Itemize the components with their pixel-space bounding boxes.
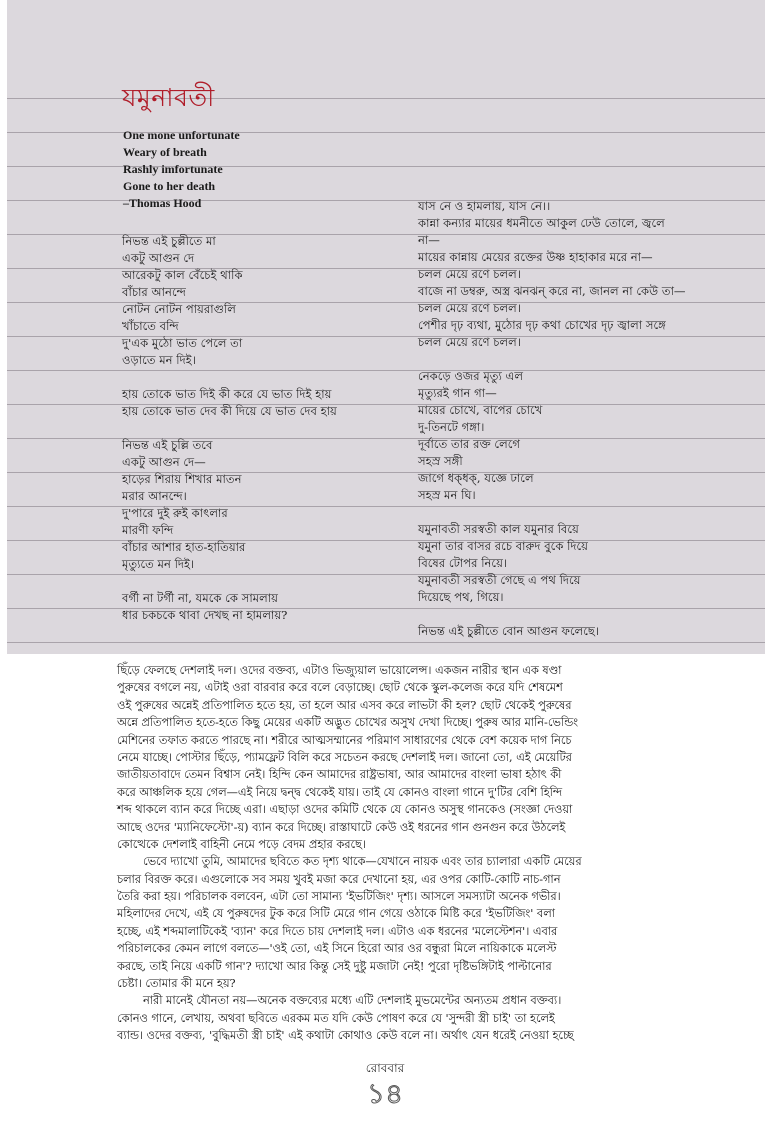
ruled-line xyxy=(7,132,765,133)
paragraph-line: তৈরি করা হয়। পরিচালক বলবেন, এটা তো সামান্য 'ইভটিজিং' দৃশ্য। আসলে সমস্যাটা অনেক গভীর। xyxy=(117,890,561,904)
ruled-line xyxy=(7,98,765,99)
ruled-line xyxy=(7,404,765,405)
ruled-line xyxy=(7,200,765,201)
ruled-line xyxy=(7,370,765,371)
ruled-line xyxy=(7,336,765,337)
poem-line: কান্না কন্যার মায়ের ধমনীতে আকুল ঢেউ তোলে, জ্বলে xyxy=(418,216,665,230)
ruled-line xyxy=(7,506,765,507)
magazine-name: রোববার xyxy=(365,1061,405,1075)
ruled-line xyxy=(7,574,765,575)
poem-title: যমুনাবতী xyxy=(122,83,215,112)
poem-line: দূর্বাতে তার রক্ত লেগে xyxy=(418,437,520,451)
epigraph-line: –Thomas Hood xyxy=(123,196,202,210)
epigraph-line: Gone to her death xyxy=(123,179,216,193)
poem-line: চলল মেয়ে রণে চলল। xyxy=(418,335,521,349)
poem-line: নিভন্ত এই চুল্লি তবে xyxy=(122,438,213,452)
paragraph-line: ওই পুরুষের অন্নেই প্রতিপালিত হতে হয়, তা হলে আর এসব করে লাভটা কী হল? ছোট থেকেই পুরুষের xyxy=(117,698,572,712)
paragraph-line: অন্নে প্রতিপালিত হতে-হতে কিছু মেয়ের একটি অদ্ভুত চোখের অসুখ দেখা দিচ্ছে। পুরুষ আর মানি-ভেন্ডিং xyxy=(117,716,578,730)
poem-line: নোটন নোটন পায়রাগুলি xyxy=(122,302,236,316)
paragraph-line: করছে, তাই নিয়ে একটি গান'? দ্যাখো আর কিন্তু সেই দুষ্টু মজাটা নেই! পুরো দৃষ্টিভঙ্গিটাই পাল্টানোর xyxy=(117,959,552,973)
poem-line: নিভন্ত এই চুল্লীতে মা xyxy=(122,234,216,248)
poem-line: হায় তোকে ভাত দিই কী করে যে ভাত দিই হায় xyxy=(122,387,332,401)
ruled-line xyxy=(7,472,765,473)
paragraph-line: হচ্ছে, এই শব্দমালাটিকেই 'ব্যান' করে দিতে চায় দেশলাই দল। এটাও এক ধরনের 'মলেস্টেশন'। এবার xyxy=(117,924,558,938)
poem-line: মৃত্যুতে মন দিই। xyxy=(122,557,195,571)
poem-line: মায়ের কান্নায় মেয়ের রক্তের উষ্ণ হাহাকার মরে না— xyxy=(418,250,653,264)
poem-line: যমুনাবতী সরস্বতী গেছে এ পথ দিয়ে xyxy=(418,573,581,587)
poem-line: জাগে ধক্‌ধক্‌, যজ্ঞে ঢালে xyxy=(418,471,534,485)
poem-line: যাস নে ও হামলায়, যাস নে।। xyxy=(418,199,551,213)
ruled-line xyxy=(7,642,765,643)
poem-line: বাঁচার আশার হাত-হাতিয়ার xyxy=(122,540,246,554)
poem-line: দু'এক মুঠো ভাত পেলে তা xyxy=(122,336,243,350)
paragraph-line: পরিচালকের কেমন লাগে বলতে—'ওই তো, এই সিনে হিরো আর ওর বন্ধুরা মিলে নায়িকাকে মলেস্ট xyxy=(117,942,557,956)
poem-line: সহস্র সঙ্গী xyxy=(418,454,463,468)
poem-line: বিষের টোপর নিয়ে। xyxy=(418,556,508,570)
paragraph-line: চলার বিরক্ত করে। এগুলোকে সব সময় খুবই মজা করে দেখানো হয়, এর ওপর কোটি-কোটি নাচ-গান xyxy=(117,872,561,886)
paragraph-line: নারী মানেই যৌনতা নয়—অনেক বক্তব্যের মধ্যে এটি দেশলাই মুভমেন্টের অন্যতম প্রধান বক্তব্য। xyxy=(143,994,562,1008)
paragraph-line: করে আঞ্চলিক হয়ে গেল—এই নিয়ে দ্বন্দ্ব থেকেই যায়। তাই যে কোনও বাংলা গানে দু'টির বেশি হিন্দি xyxy=(117,785,562,799)
page-number: ১৪ xyxy=(366,1077,404,1110)
poem-line: দু-তিনটে গঙ্গা। xyxy=(418,420,485,434)
paragraph-line: মহিলাদের দেখে, এই যে পুরুষদের টুক করে সিটি মেরে গান গেয়ে ওঠাকে মিষ্টি করে 'ইভটিজিং' বলা xyxy=(117,907,555,921)
poem-line: নেকড়ে ওজর মৃত্যু এল xyxy=(418,369,523,383)
paragraph-line: ছিঁড়ে ফেলছে দেশলাই দল। ওদের বক্তব্য, এটাও ভিজ্যুয়াল ভায়োলেন্স। একজন নারীর স্থান এক ষণ্ডা xyxy=(117,664,562,677)
poem-line: ধার চকচকে থাবা দেখছ না হামলায়? xyxy=(122,608,288,622)
poem-line: বাঁচার আনন্দে xyxy=(122,285,186,299)
epigraph-line: One mone unfortunate xyxy=(123,128,240,142)
poem-line: সহস্র মন ঘি। xyxy=(418,488,476,502)
paragraph-line: শব্দ থাকলে ব্যান করে দিচ্ছে এরা। এছাড়া ওদের কমিটি থেকে যে কোনও অসুস্থ গানকেও (সংজ্ঞা দেওয়া xyxy=(117,803,573,817)
poem-line: নিভন্ত এই চুল্লীতে বোন আগুন ফলেছে। xyxy=(418,624,600,638)
poem-line: বর্গী না টর্গী না, যমকে কে সামলায় xyxy=(122,591,278,605)
poem-line: চলল মেয়ে রণে চলল। xyxy=(418,267,521,281)
poem-line: মৃত্যুরই গান গা— xyxy=(418,386,497,400)
poem-line: বাজে না ডম্বরু, অস্ত্র ঝনঝন্ করে না, জানল না কেউ তা— xyxy=(418,284,686,298)
paragraph-line: নেমে যাচ্ছে। পোস্টার ছিঁড়ে, প্যামফ্লেট বিলি করে সচেতন করছে দেশলাই দল। জানো তো, এই মেয়েটির xyxy=(117,750,572,764)
poem-line: যমুনাবতী সরস্বতী কাল যমুনার বিয়ে xyxy=(418,522,579,536)
paragraph-line: আছে ওদের 'ম্যানিফেস্টো'-য়) ব্যান করে দিচ্ছে। রাস্তাঘাটে কেউ ওই ধরনের গান গুনগুন করে উঠলেই xyxy=(117,820,566,834)
article-body xyxy=(117,662,653,1045)
poem-line: একটু আগুন দে— xyxy=(122,455,206,469)
poem-line: একটু আগুন দে xyxy=(122,251,195,265)
paragraph-line: ভেবে দ্যাখো তুমি, আমাদের ছবিতে কত দৃশ্য থাকে—যেখানে নায়ক এবং তার চ্যালারা একটি মেয়ের xyxy=(143,855,582,869)
poem-line: চলল মেয়ে রণে চলল। xyxy=(418,301,521,315)
paragraph-line: ব্যান্ড। ওদের বক্তব্য, 'বুদ্ধিমতী স্ত্রী চাই' এই কথাটা কোথাও কেউ বলে না। অর্থাৎ যেন ধরেই নেওয়া হচ্ছে xyxy=(117,1029,574,1043)
ruled-line xyxy=(7,540,765,541)
paragraph-line: চেষ্টা। তোমার কী মনে হয়? xyxy=(117,977,236,991)
poem-line: পেশীর দৃঢ় ব্যথা, মুঠোর দৃঢ় কথা চোখের দৃঢ় জ্বালা সঙ্গে xyxy=(418,318,666,332)
paragraph-line: জাতীয়তাবাদে তেমন বিশ্বাস নেই। হিন্দি কেন আমাদের রাষ্ট্রভাষা, আর আমাদের বাংলা ভাষা হঠাৎ কী xyxy=(117,768,562,782)
poem-line: না— xyxy=(418,233,440,247)
poem-line: হায় তোকে ভাত দেব কী দিয়ে যে ভাত দেব হায় xyxy=(122,404,337,418)
poem-line: মরার আনন্দে। xyxy=(122,489,187,503)
ruled-line xyxy=(7,268,765,269)
paragraph-line: কোনও গানে, লেখায়, অথবা ছবিতে এরকম মত যদি কেউ পোষণ করে যে 'সুন্দরী স্ত্রী চাই' তা হলেই xyxy=(117,1011,555,1025)
ruled-line xyxy=(7,302,765,303)
ruled-line xyxy=(7,234,765,235)
poem-line: মায়ের চোখে, বাপের চোখে xyxy=(418,403,543,417)
poem-line: আরেকটু কাল বেঁচেই থাকি xyxy=(122,268,243,282)
paragraph-line: মেশিনের তফাত করতে পারছে না। শরীরে আত্মসম্মানের পরিমাণ সাধারণের থেকে বেশ কয়েক দাগ নিচে xyxy=(117,733,572,747)
ruled-line xyxy=(7,166,765,167)
page-footer xyxy=(0,1060,770,1108)
paragraph-line: কোত্থেকে দেশলাই বাহিনী নেমে পড়ে বেদম প্রহার করছে। xyxy=(117,837,366,851)
ruled-line xyxy=(7,608,765,609)
paragraph-line: পুরুষের বগলে নয়, এটাই ওরা বারবার করে বলে বেড়াচ্ছে। ছোট থেকে স্কুল-কলেজ করে যদি শেষমেশ xyxy=(117,681,563,695)
epigraph-line: Weary of breath xyxy=(123,145,207,159)
poem-line: দিয়েছে পথ, গিয়ে। xyxy=(418,590,504,604)
poem-line: খাঁচাতে বন্দি xyxy=(122,319,179,333)
ruled-line xyxy=(7,438,765,439)
epigraph-line: Rashly imfortunate xyxy=(123,162,223,176)
poem-line: ওড়াতে মন দিই। xyxy=(122,353,196,367)
poem-line: যমুনা তার বাসর রচে বারুদ বুকে দিয়ে xyxy=(418,539,589,553)
poem-line: মারণী ফন্দি xyxy=(122,523,174,537)
poem-line: দু'পারে দুই রুই কাৎলার xyxy=(122,506,228,520)
poem-line: হাড়ের শিরায় শিখার মাতন xyxy=(122,472,242,486)
